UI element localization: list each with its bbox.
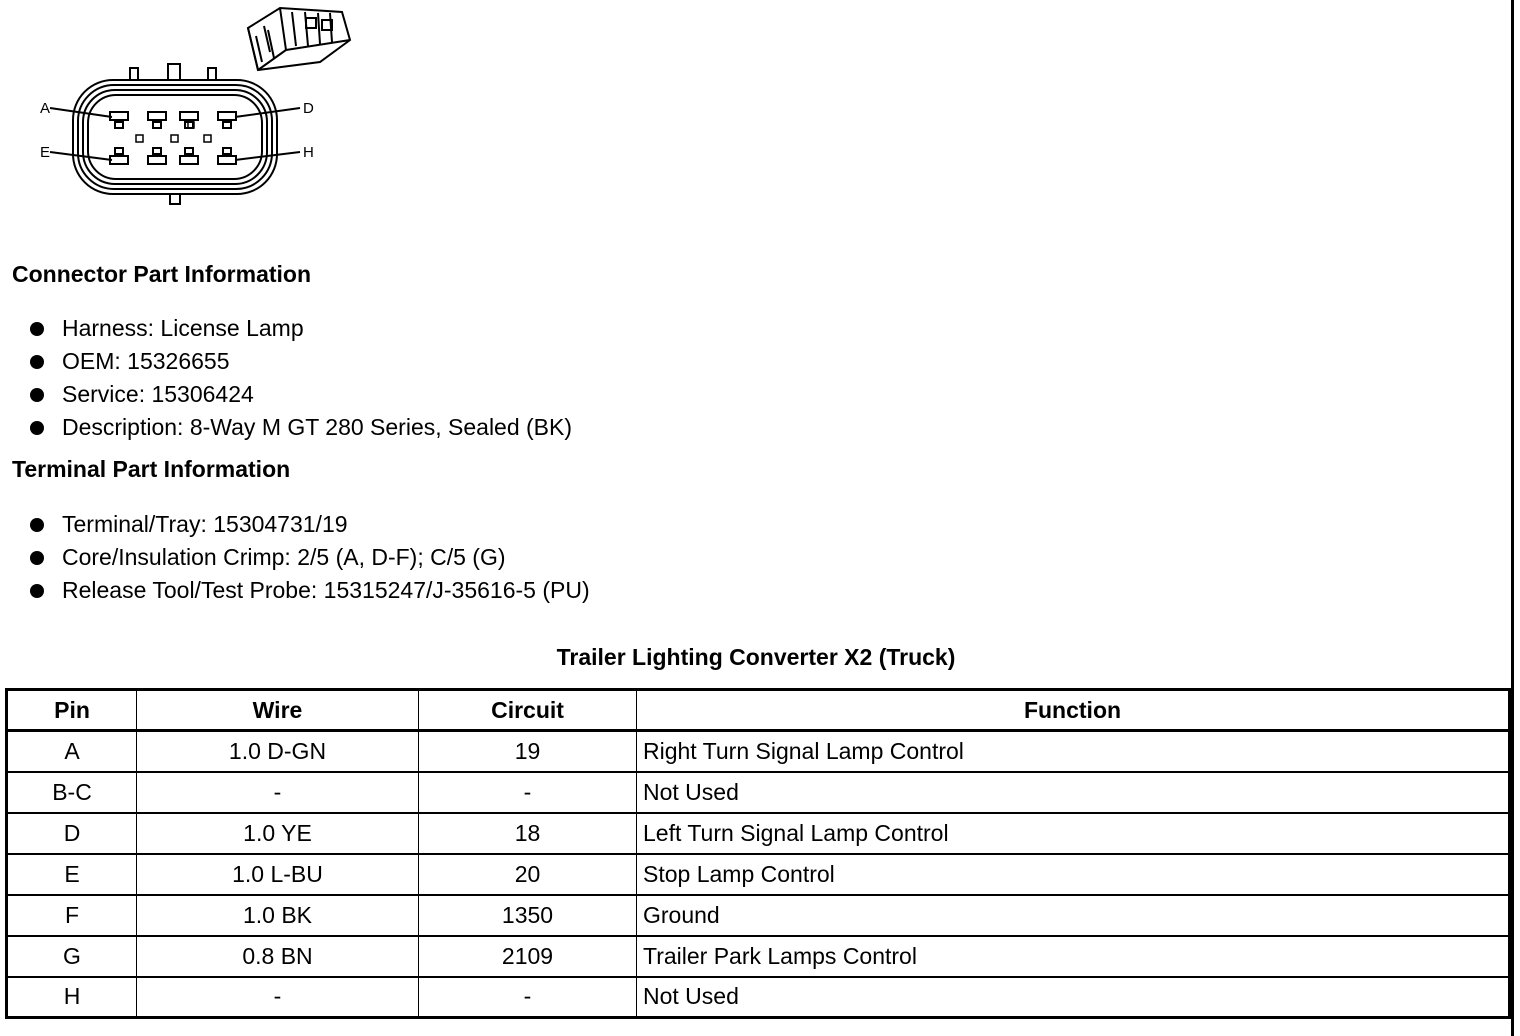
list-item: OEM: 15326655	[28, 345, 572, 378]
center-keys	[136, 122, 211, 142]
table-row	[7, 813, 1510, 854]
function-cell: Stop Lamp Control	[637, 854, 1510, 895]
table-row	[7, 854, 1510, 895]
function-cell: Left Turn Signal Lamp Control	[637, 813, 1510, 854]
bullet-icon	[30, 355, 44, 369]
pin-table	[5, 688, 1511, 1019]
bullet-icon	[30, 388, 44, 402]
bullet-icon	[30, 518, 44, 532]
column-header-function: Function	[637, 690, 1510, 731]
list-item: Harness: License Lamp	[28, 312, 572, 345]
pin-cell: D	[7, 813, 137, 854]
column-header-circuit: Circuit	[419, 690, 637, 731]
list-item: Description: 8-Way M GT 280 Series, Sealed (BK)	[28, 411, 572, 444]
table-header-row	[7, 690, 1510, 731]
terminal-part-heading: Terminal Part Information	[12, 456, 291, 482]
connector-perspective-icon	[248, 8, 350, 70]
pin-cell: G	[7, 936, 137, 977]
connector-face-outline	[73, 64, 277, 204]
terminal-row-bottom	[110, 148, 236, 164]
wire-cell: 1.0 BK	[137, 895, 419, 936]
circuit-cell: -	[419, 772, 637, 813]
list-item: Release Tool/Test Probe: 15315247/J-35616-5 (PU)	[28, 574, 590, 607]
table-row	[7, 731, 1510, 772]
function-cell: Right Turn Signal Lamp Control	[637, 731, 1510, 772]
circuit-cell: 1350	[419, 895, 637, 936]
column-header-pin: Pin	[7, 690, 137, 731]
function-cell: Trailer Park Lamps Control	[637, 936, 1510, 977]
bullet-icon	[30, 584, 44, 598]
pin-cell: F	[7, 895, 137, 936]
pin-cell: H	[7, 977, 137, 1018]
pin-label-d: D	[303, 100, 314, 117]
table-title: Trailer Lighting Converter X2 (Truck)	[556, 644, 956, 670]
table-row	[7, 977, 1510, 1018]
list-item: Service: 15306424	[28, 378, 572, 411]
pin-cell: E	[7, 854, 137, 895]
function-cell: Ground	[637, 895, 1510, 936]
circuit-cell: 19	[419, 731, 637, 772]
circuit-cell: 18	[419, 813, 637, 854]
wire-cell: 0.8 BN	[137, 936, 419, 977]
wire-cell: 1.0 YE	[137, 813, 419, 854]
circuit-cell: 2109	[419, 936, 637, 977]
function-cell: Not Used	[637, 772, 1510, 813]
pin-cell: B-C	[7, 772, 137, 813]
list-item: Core/Insulation Crimp: 2/5 (A, D-F); C/5 (G)	[28, 541, 590, 574]
bullet-icon	[30, 322, 44, 336]
circuit-cell: -	[419, 977, 637, 1018]
pin-label-e: E	[40, 144, 51, 161]
function-cell: Not Used	[637, 977, 1510, 1018]
terminal-part-list	[28, 508, 590, 607]
pin-label-h: H	[303, 144, 314, 161]
wire-cell: -	[137, 772, 419, 813]
connector-diagram	[30, 0, 370, 210]
wire-cell: -	[137, 977, 419, 1018]
connector-part-list	[28, 312, 572, 444]
pin-cell: A	[7, 731, 137, 772]
wire-cell: 1.0 L-BU	[137, 854, 419, 895]
wire-cell: 1.0 D-GN	[137, 731, 419, 772]
table-row	[7, 772, 1510, 813]
circuit-cell: 20	[419, 854, 637, 895]
table-row	[7, 936, 1510, 977]
list-item: Terminal/Tray: 15304731/19	[28, 508, 590, 541]
column-header-wire: Wire	[137, 690, 419, 731]
bullet-icon	[30, 551, 44, 565]
table-row	[7, 895, 1510, 936]
pin-label-a: A	[40, 100, 51, 117]
page-right-border	[1511, 0, 1514, 1036]
terminal-row-top	[110, 112, 236, 128]
bullet-icon	[30, 421, 44, 435]
connector-part-heading: Connector Part Information	[12, 261, 312, 287]
